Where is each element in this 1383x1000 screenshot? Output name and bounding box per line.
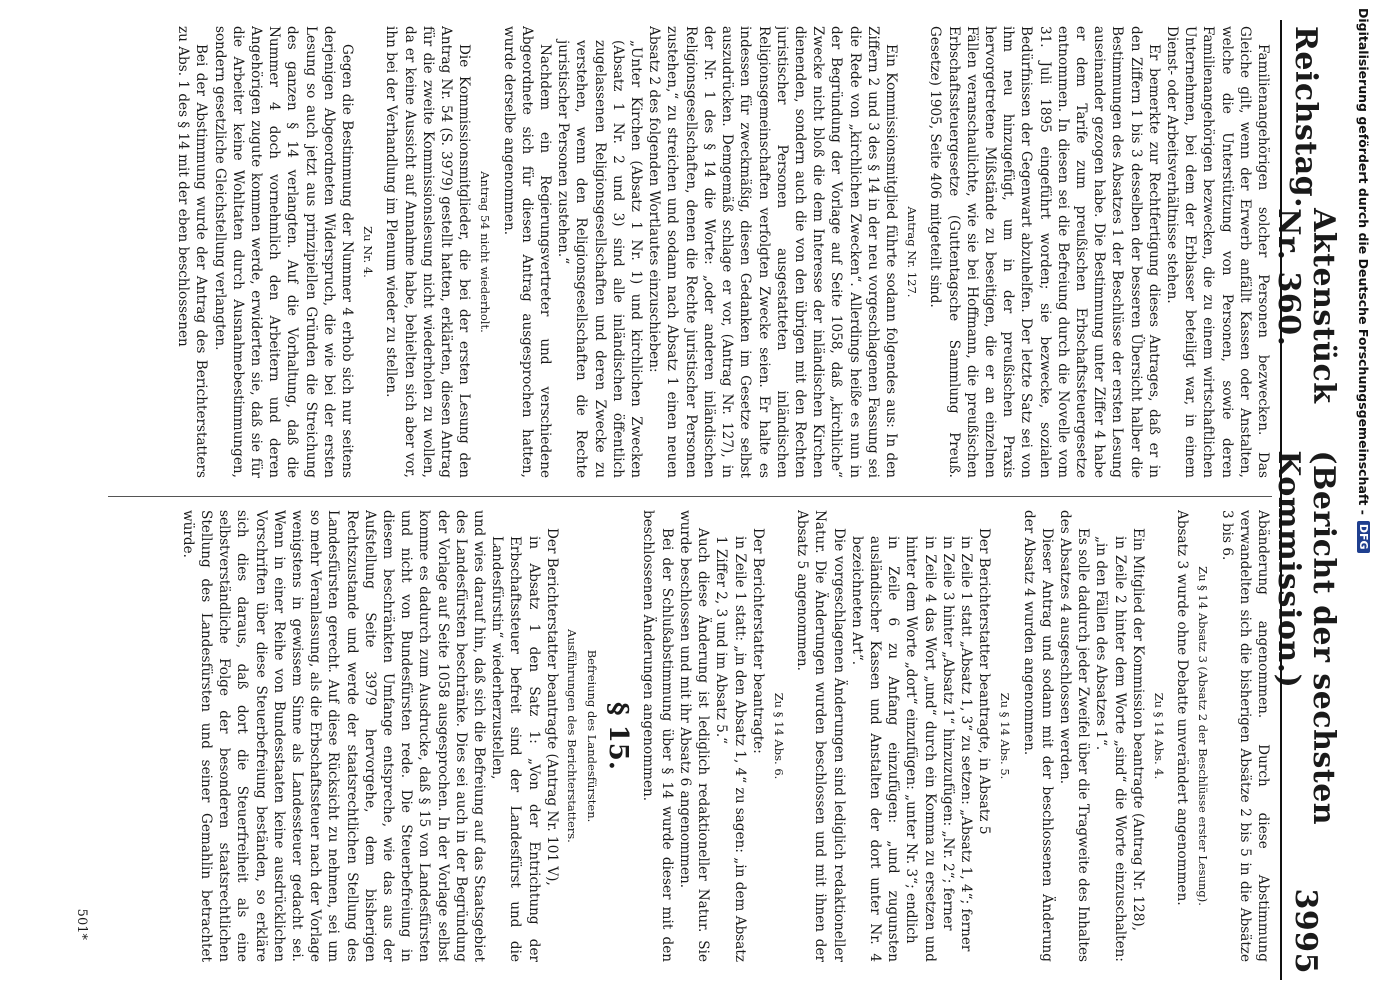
- column-divider: [108, 496, 1272, 497]
- paragraph: Nachdem ein Regierungsvertreter und verschiedene Abgeordnete sich für diesen Antrag ausgesprochen hatten, wurde derselbe angenommen.: [500, 26, 554, 478]
- paragraph: in Zeile 4 das Wort „und“ durch ein Komma zu ersetzen und hinter dem Worte „dort“ einzufügen: „unter Nr. 3“; endlich: [903, 536, 938, 962]
- subheading: Antrag Nr. 127.: [905, 206, 920, 298]
- paragraph: Der Berichterstatter beantragte, in Absatz 5: [976, 528, 993, 835]
- paragraph: und wies darauf hin, daß sich die Befreiung auf das Staatsgebiet des Landesfürsten beschränke. Dies sei auch in der Begründung der Vorlage auf Seite 1058 ausgesprochen. In der Vorlage selbst komme es dadurch zum Ausdrucke, daß § 15 von Landesfürsten und nicht von Bundesfürsten rede. Die Steuerbefreiung in diesem beschränkten Umfange entspreche, wie das aus der Aufstellung Seite 3979 hervorgehe, dem bisherigen Rechtszustande und werde der staatsrechtlichen Stellung des Landesfürsten gerecht. Auf diese Rücksicht zu nehmen, sei um so mehr Veranlassung, als die Erbschaftssteuer nach der Vorlage wenigstens in gewissem Sinne als Landessteuer gedacht sei. Wenn in einer Reihe von Bundesstaaten keine ausdrücklichen Vorschriften über diese Steuerbefreiung beständen, so erkläre sich dies daraus, daß dort die Steuerfreiheit als eine selbstverständliche Folge der besonderen staatsrechtlichen Stellung des Landesfürsten und seiner Gemahlin betrachtet würde.: [179, 510, 488, 962]
- subheading: Zu § 14 Abs. 6.: [771, 692, 786, 780]
- paragraph: Dieser Antrag und sodann mit der beschlossenen Änderung der Absatz 4 wurden angenommen.: [1020, 510, 1055, 962]
- paragraph: Die Kommissionsmitglieder, die bei der ersten Lesung den Antrag Nr. 54 (S. 3979) gestellt hatten, erklärten, diesen Antrag für die zweite Kommissionslesung nicht wiederholen zu wollen, da er keine Aussicht auf Annahme habe, behielten sich aber vor, ihn bei der Verhandlung im Plenum wieder zu stellen.: [383, 26, 473, 478]
- paragraph: Auch diese Änderung ist lediglich redaktioneller Natur. Sie wurde beschlossen und mit ihr Absatz 6 angenommen.: [676, 510, 712, 962]
- paragraph: in Zeile 3 hinter „Absatz 1“ hinzuzufügen: „Nr. 2“; ferner: [939, 536, 956, 931]
- paragraph: Absatz 3 wurde ohne Debatte unverändert angenommen.: [1174, 510, 1191, 906]
- right-column: [98, 510, 1272, 962]
- paragraph: Es solle dadurch jeder Zweifel über die Tragweite des Inhaltes des Absatzes 4 ausgeschlossen werden.: [1056, 510, 1092, 962]
- subheading: Antrag 54 nicht wiederholt.: [478, 171, 493, 333]
- header-left: Reichstag.: [1288, 26, 1324, 209]
- subheading: Zu § 14 Absatz 3 (Absatz 2 der Beschlüsse erster Lesung).: [1196, 566, 1211, 906]
- section-heading: § 15.: [603, 702, 634, 770]
- paragraph: Der Berichterstatter beantragte:: [749, 528, 766, 754]
- header-rule: [1280, 20, 1282, 980]
- digitization-note: [1353, 0, 1375, 1000]
- header-document-number: Aktenstück Nr. 360.: [1271, 208, 1341, 404]
- sheet-number: 501*: [74, 908, 89, 940]
- subheading: Zu Nr. 4.: [361, 226, 376, 278]
- subheading: Zu § 14 Abs. 4.: [1151, 692, 1166, 780]
- header-page-number: 3995: [1288, 888, 1324, 974]
- paragraph: Ein Mitglied der Kommission beantragte (Antrag Nr. 128),: [1129, 528, 1146, 932]
- paragraph: Familienangehörigen solcher Personen bezwecken. Das Gleiche gilt, wenn der Erwerb anfällt Kassen oder Anstalten, welche die Unterstützung von Personen, sowie deren Familienangehörigen bezwecken, die zu einem wirtschaftlichen Unternehmen, bei dem der Erblasser beteiligt war, in einem Dienst- oder Arbeitsverhältnisse stehen.: [1163, 26, 1271, 478]
- paragraph: Der Berichterstatter beantragte (Antrag Nr. 101 V),: [543, 528, 560, 886]
- rotated-document-page: [68, 20, 1341, 980]
- paragraph: in Zeile 1 statt: „in den Absatz 1, 4“ zu sagen: „in dem Absatz 1 Ziffer 2, 3 und im Absatz 5.“: [713, 536, 748, 962]
- paragraph: in Zeile 2 hinter dem Worte „sind“ die Worte einzuschalten: „in den Fällen des Absatzes 1“.: [1093, 536, 1128, 962]
- paragraph: Ein Kommissionsmitglied führte sodann folgendes aus: In den Ziffern 2 und 3 des § 14 in der neu vorgeschlagenen Fassung sei die Rede von „kirchlichen Zwecken“. Allerdings heiße es nun in der Begründung der Vorlage auf Seite 1058, daß „kirchliche“ Zwecke nicht bloß die dem Interesse der inländischen Kirchen dienenden, sondern auch die von den übrigen mit den Rechten juristischer Personen ausgestatteten inländischen Religionsgemeinschaften verfolgten Zwecke seien. Er halte es indessen für zweckmäßig, diesen Gedanken im Gesetze selbst auszudrücken. Demgemäß schlage er vor, (Antrag Nr. 127), in der Nr. 1 des § 14 die Worte: „oder anderen inländischen Religionsgesellschaften, denen die Rechte juristischer Personen zustehen,“ zu streichen und sodann nach Absatz 1 einen neuen Absatz 2 des folgenden Wortlautes einzuschieben:: [646, 26, 899, 478]
- paragraph: Bei der Schlußabstimmung über § 14 wurde dieser mit den beschlossenen Änderungen angenommen.: [640, 510, 675, 962]
- paragraph: Gegen die Bestimmung der Nummer 4 erhob sich nur seitens derjenigen Abgeordneten Widerspruch, die wie bei der ersten Lesung so auch jetzt aus prinzipiellen Gründen die Streichung des ganzen § 14 verlangten. Auf die Vorhaltung, daß die Nummer 4 doch vornehmlich den Arbeitern und deren Angehörigen zugute kommen werde, erwiderten sie, daß sie für die Arbeiter keine Wohltaten durch Ausnahmebestimmungen, sondern gesetzliche Gleichstellung verlangten.: [211, 26, 356, 478]
- left-column: [98, 26, 1272, 478]
- header-report-title: (Bericht der sechsten Kommission.): [1271, 450, 1341, 826]
- paragraph: in Zeile 6 zu Anfang einzufügen: „und zugunsten ausländischer Kassen und Anstalten der dort unter Nr. 4 bezeichneten Art“.: [848, 536, 902, 962]
- paragraph: Abänderung angenommen. Durch diese Abstimmung verwandelten sich die bisherigen Absätze 2 bis 5 in die Absätze 3 bis 6.: [1218, 510, 1271, 962]
- page-header: [1271, 20, 1341, 980]
- paragraph: in Zeile 1 statt „Absatz 1, 3“ zu setzen: „Absatz 1, 4“; ferner: [957, 536, 974, 952]
- dfg-logo: DFG: [1358, 521, 1371, 553]
- paragraph: in Absatz 1 den Satz 1: „Von der Entrichtung der Erbschaftssteuer befreit sind der Landesfürst und die Landesfürstin“ wiederherzustellen,: [489, 536, 542, 962]
- subheading: Zu § 14 Abs. 5.: [998, 692, 1013, 780]
- digitization-note-text: Digitalisierung gefördert durch die Deutsche Forschungsgemeinschaft -: [1356, 8, 1372, 515]
- paragraph: Er bemerkte zur Rechtfertigung dieses Antrages, daß er in den Ziffern 1 bis 3 desselben der besseren Übersicht halber die Bestimmungen des Absatzes 1 der Beschlüsse der ersten Lesung auseinander gezogen habe. Die Bestimmung unter Ziffer 4 habe er dem Tarife zum preußischen Erbschaftssteuergesetze entnommen. In diesen sei die Befreiung durch die Novelle vom 31. Juli 1895 eingeführt worden; sie bezwecke, sozialen Bedürfnissen der Gegenwart abzuhelfen. Der letzte Satz sei von ihm neu hinzugefügt, um in der preußischen Praxis hervorgetretene Mißstände zu beseitigen, die er an einzelnen Fällen veranschaulichte, wie sie bei Hoffmann, die preußischen Erbschaftssteuergesetze (Guttentagsche Sammlung Preuß. Gesetze) 1905, Seite 406 mitgeteilt sind.: [927, 26, 1162, 478]
- subheading: Befreiung des Landesfürsten.: [585, 649, 600, 823]
- subheading: Ausführungen des Berichterstatters.: [565, 629, 580, 843]
- paragraph: „Unter Kirchen (Absatz 1 Nr. 1) und kirchlichen Zwecken (Absatz 1 Nr. 2 und 3) sind alle inländischen öffentlich zugelassenen Religionsgesellschaften und deren Zwecke zu verstehen, wenn den Religionsgesellschaften die Rechte juristischer Personen zustehen.“: [555, 40, 645, 478]
- paragraph: Die vorgeschlagenen Änderungen sind lediglich redaktioneller Natur. Die Änderungen wurden beschlossen und mit ihnen der Absatz 5 angenommen.: [794, 510, 847, 962]
- paragraph: Bei der Abstimmung wurde der Antrag des Berichterstatters zu Abs. 1 des § 14 mit der eben beschlossenen: [175, 26, 210, 478]
